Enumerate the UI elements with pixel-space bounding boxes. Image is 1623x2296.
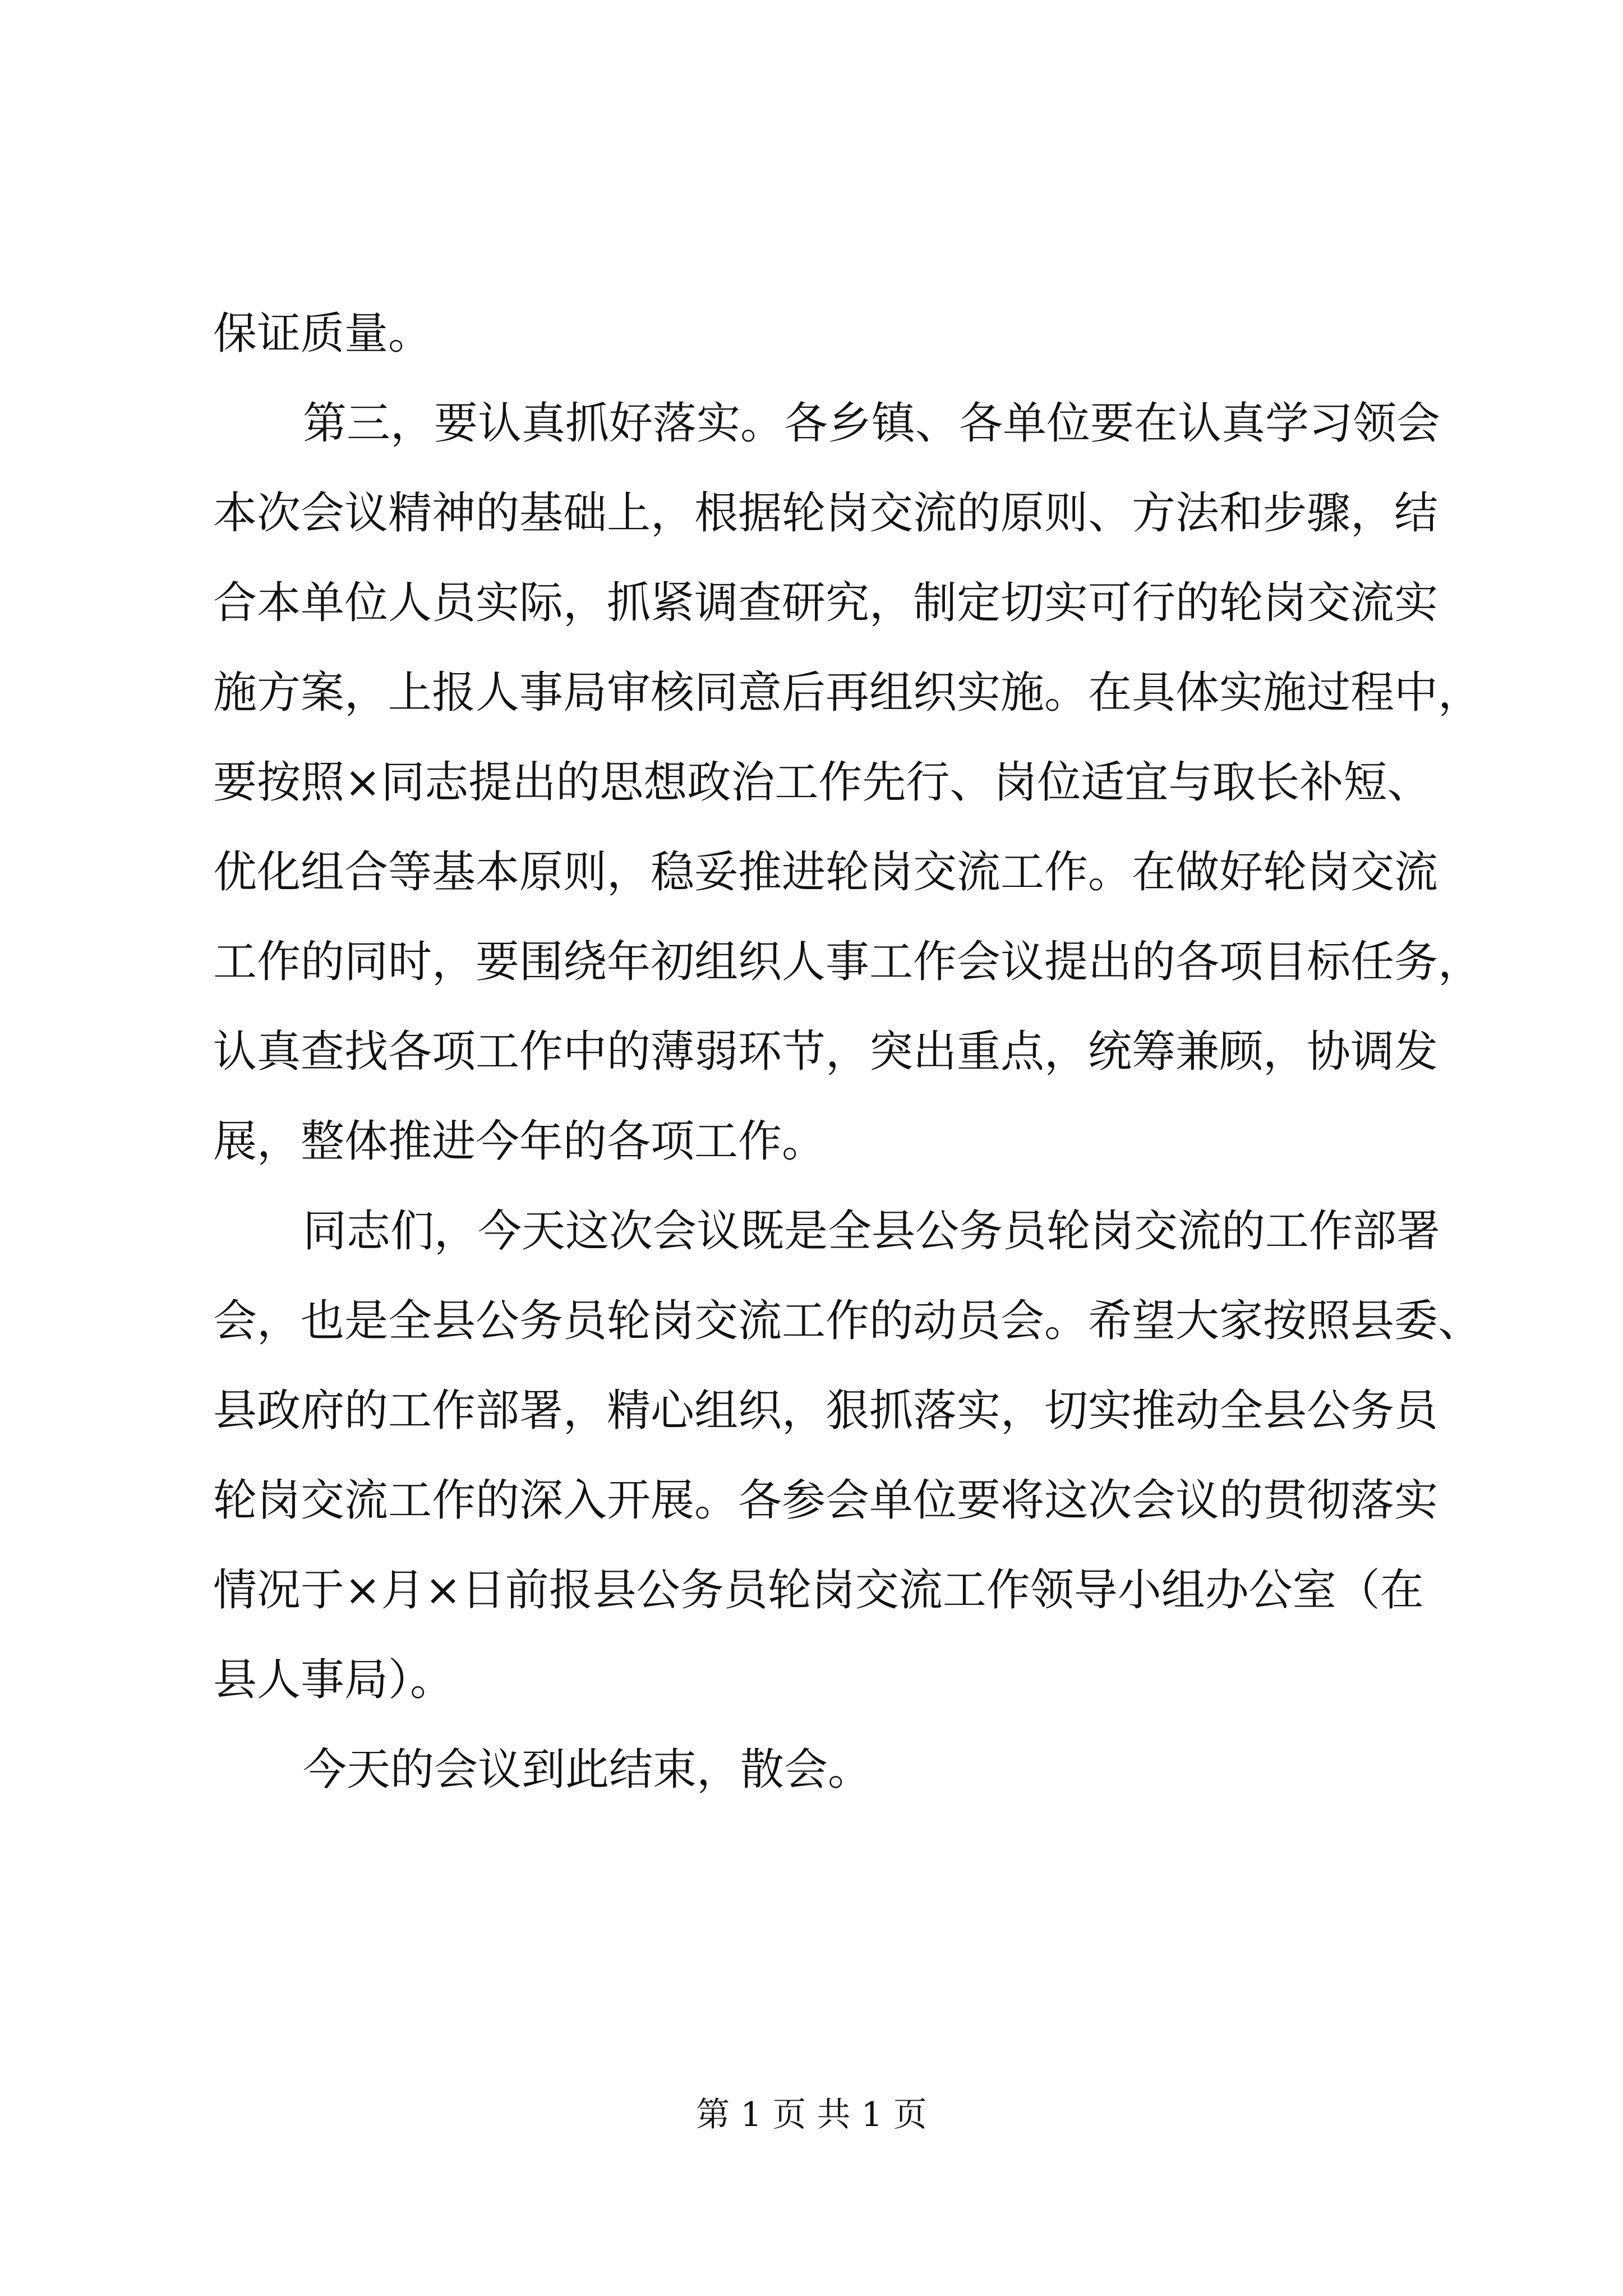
paragraph-2-line-4: 施方案，上报人事局审核同意后再组织实施。在具体实施过程中， (213, 668, 1482, 718)
paragraph-3-line-3: 县政府的工作部署，精心组织，狠抓落实，切实推动全县公务员 (213, 1386, 1438, 1436)
paragraph-3-line-5: 情况于×月×日前报县公务员轮岗交流工作领导小组办公室（在 (213, 1565, 1424, 1616)
paragraph-3-line-2: 会，也是全县公务员轮岗交流工作的动员会。希望大家按照县委、 (213, 1296, 1482, 1346)
paragraph-2-line-9: 展，整体推进今年的各项工作。 (213, 1116, 826, 1167)
paragraph-3-line-4: 轮岗交流工作的深入开展。各参会单位要将这次会议的贯彻落实 (213, 1475, 1438, 1526)
paragraph-2-line-6: 优化组合等基本原则，稳妥推进轮岗交流工作。在做好轮岗交流 (213, 847, 1438, 898)
paragraph-2-line-7: 工作的同时，要围绕年初组织人事工作会议提出的各项目标任务， (213, 937, 1482, 987)
page-number-footer: 第 1 页 共 1 页 (696, 2095, 927, 2134)
paragraph-3-line-6: 县人事局）。 (213, 1655, 454, 1705)
paragraph-2-line-5: 要按照×同志提出的思想政治工作先行、岗位适宜与取长补短、 (213, 757, 1431, 808)
paragraph-2-line-2: 本次会议精神的基础上，根据轮岗交流的原则、方法和步骤，结 (213, 488, 1438, 539)
paragraph-2-line-8: 认真查找各项工作中的薄弱环节，突出重点，统筹兼顾，协调发 (213, 1027, 1438, 1077)
paragraph-4-line-1: 今天的会议到此结束，散会。 (303, 1745, 872, 1795)
paragraph-3-line-1: 同志们，今天这次会议既是全县公务员轮岗交流的工作部署 (303, 1206, 1441, 1257)
paragraph-2-line-1: 第三，要认真抓好落实。各乡镇、各单位要在认真学习领会 (303, 398, 1441, 449)
paragraph-1-line-1: 保证质量。 (213, 309, 432, 359)
paragraph-2-line-3: 合本单位人员实际，抓紧调查研究，制定切实可行的轮岗交流实 (213, 578, 1438, 628)
